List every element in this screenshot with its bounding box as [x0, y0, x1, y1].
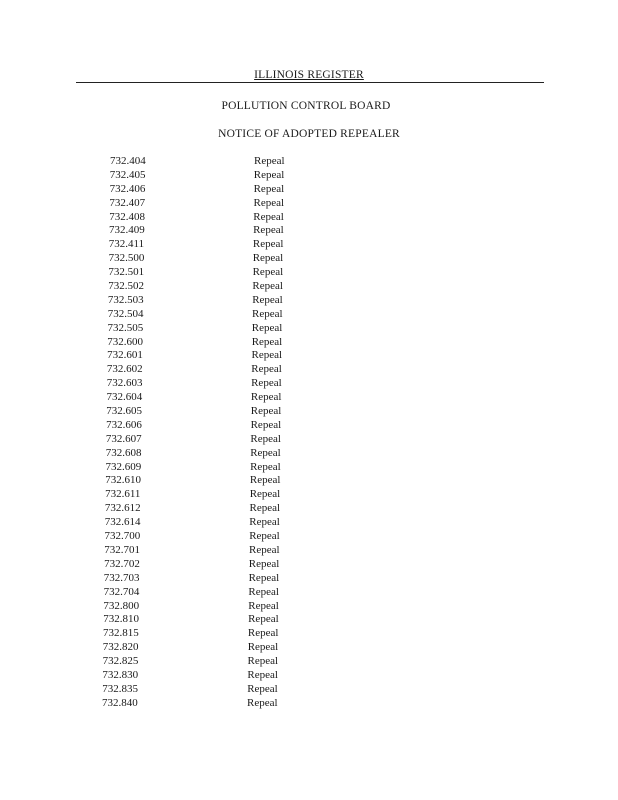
section-row [0, 336, 618, 350]
section-number: 732.610 [105, 474, 142, 487]
section-number: 732.820 [102, 641, 139, 654]
section-list [0, 155, 618, 711]
section-row [0, 447, 618, 461]
section-row [0, 558, 618, 572]
section-action: Repeal [249, 543, 280, 556]
header-rule [76, 82, 544, 83]
section-action: Repeal [249, 474, 281, 487]
section-number: 732.504 [107, 307, 144, 320]
agency-name: POLLUTION CONTROL BOARD [221, 100, 391, 112]
section-action: Repeal [252, 266, 284, 279]
section-row [0, 252, 618, 266]
section-number: 732.407 [109, 196, 146, 209]
section-number: 732.503 [107, 293, 144, 306]
section-row [0, 294, 618, 308]
section-action: Repeal [249, 516, 280, 529]
register-title-text: ILLINOIS REGISTER [251, 69, 367, 81]
section-number: 732.500 [108, 252, 145, 265]
section-action: Repeal [247, 641, 279, 654]
section-action: Repeal [247, 696, 278, 709]
section-action: Repeal [252, 252, 284, 265]
section-action: Repeal [248, 557, 280, 570]
section-row [0, 683, 618, 697]
section-action: Repeal [252, 238, 284, 251]
section-number: 732.406 [109, 182, 146, 195]
section-number: 732.704 [103, 585, 140, 598]
section-action: Repeal [248, 613, 279, 626]
section-row [0, 613, 618, 627]
section-row [0, 419, 618, 433]
section-number: 732.505 [107, 321, 144, 334]
section-action: Repeal [250, 432, 281, 445]
section-action: Repeal [249, 502, 281, 515]
register-title [0, 69, 618, 81]
section-row [0, 238, 618, 252]
section-action: Repeal [247, 668, 278, 681]
section-row [0, 322, 618, 336]
section-number: 732.603 [106, 377, 143, 390]
section-row [0, 433, 618, 447]
section-action: Repeal [251, 335, 283, 348]
section-number: 732.700 [104, 530, 141, 543]
section-row [0, 516, 618, 530]
section-number: 732.411 [108, 238, 145, 251]
section-row [0, 697, 618, 711]
section-row [0, 461, 618, 475]
section-number: 732.609 [105, 460, 142, 473]
section-action: Repeal [248, 585, 279, 598]
section-row [0, 155, 618, 169]
section-action: Repeal [247, 682, 278, 695]
section-action: Repeal [253, 224, 284, 237]
section-row [0, 183, 618, 197]
section-number: 732.601 [107, 349, 143, 362]
section-number: 732.606 [106, 418, 142, 431]
section-row [0, 377, 618, 391]
section-number: 732.835 [102, 682, 138, 695]
section-number: 732.611 [105, 488, 141, 501]
section-row [0, 586, 618, 600]
section-number: 732.825 [102, 655, 139, 668]
section-action: Repeal [252, 293, 283, 306]
section-action: Repeal [253, 196, 285, 209]
section-action: Repeal [251, 363, 282, 376]
section-number: 732.607 [105, 432, 142, 445]
section-number: 732.602 [106, 363, 143, 376]
section-number: 732.600 [107, 335, 144, 348]
section-action: Repeal [251, 321, 283, 334]
section-row [0, 530, 618, 544]
section-row [0, 280, 618, 294]
section-number: 732.614 [104, 516, 141, 529]
section-row [0, 572, 618, 586]
section-number: 732.810 [103, 613, 139, 626]
section-number: 732.608 [105, 446, 142, 459]
section-row [0, 669, 618, 683]
section-number: 732.800 [103, 599, 140, 612]
section-row [0, 349, 618, 363]
section-action: Repeal [253, 182, 285, 195]
section-number: 732.501 [108, 266, 145, 279]
section-action: Repeal [253, 168, 285, 181]
section-row [0, 266, 618, 280]
section-action: Repeal [250, 446, 281, 459]
section-number: 732.405 [109, 168, 146, 181]
section-action: Repeal [250, 418, 282, 431]
section-number: 732.404 [110, 155, 146, 167]
section-row [0, 544, 618, 558]
section-action: Repeal [248, 571, 280, 584]
section-row [0, 488, 618, 502]
section-row [0, 474, 618, 488]
section-row [0, 363, 618, 377]
section-number: 732.830 [102, 668, 139, 681]
section-action: Repeal [248, 599, 279, 612]
section-number: 732.701 [104, 543, 141, 556]
section-action: Repeal [254, 155, 285, 167]
section-action: Repeal [250, 405, 282, 418]
section-number: 732.702 [104, 557, 140, 570]
section-number: 732.612 [104, 502, 141, 515]
section-action: Repeal [249, 530, 280, 543]
section-row [0, 641, 618, 655]
section-action: Repeal [247, 627, 279, 640]
section-row [0, 655, 618, 669]
section-action: Repeal [251, 377, 282, 390]
section-row [0, 627, 618, 641]
section-number: 732.409 [109, 224, 145, 237]
section-action: Repeal [249, 488, 281, 501]
section-row [0, 600, 618, 614]
section-number: 732.605 [106, 405, 143, 418]
section-row [0, 211, 618, 225]
section-row [0, 169, 618, 183]
section-action: Repeal [250, 391, 282, 404]
section-action: Repeal [253, 210, 284, 223]
section-action: Repeal [251, 349, 283, 362]
notice-title: NOTICE OF ADOPTED REPEALER [218, 128, 400, 140]
section-number: 732.840 [102, 696, 138, 709]
section-action: Repeal [250, 460, 281, 473]
section-number: 732.604 [106, 391, 143, 404]
section-action: Repeal [247, 655, 279, 668]
section-row [0, 308, 618, 322]
section-number: 732.408 [109, 210, 145, 223]
section-action: Repeal [252, 307, 283, 320]
section-number: 732.502 [108, 280, 144, 293]
section-row [0, 391, 618, 405]
section-row [0, 224, 618, 238]
section-row [0, 197, 618, 211]
section-number: 732.815 [103, 627, 139, 640]
section-row [0, 502, 618, 516]
section-action: Repeal [252, 280, 283, 293]
section-row [0, 405, 618, 419]
section-number: 732.703 [103, 571, 140, 584]
